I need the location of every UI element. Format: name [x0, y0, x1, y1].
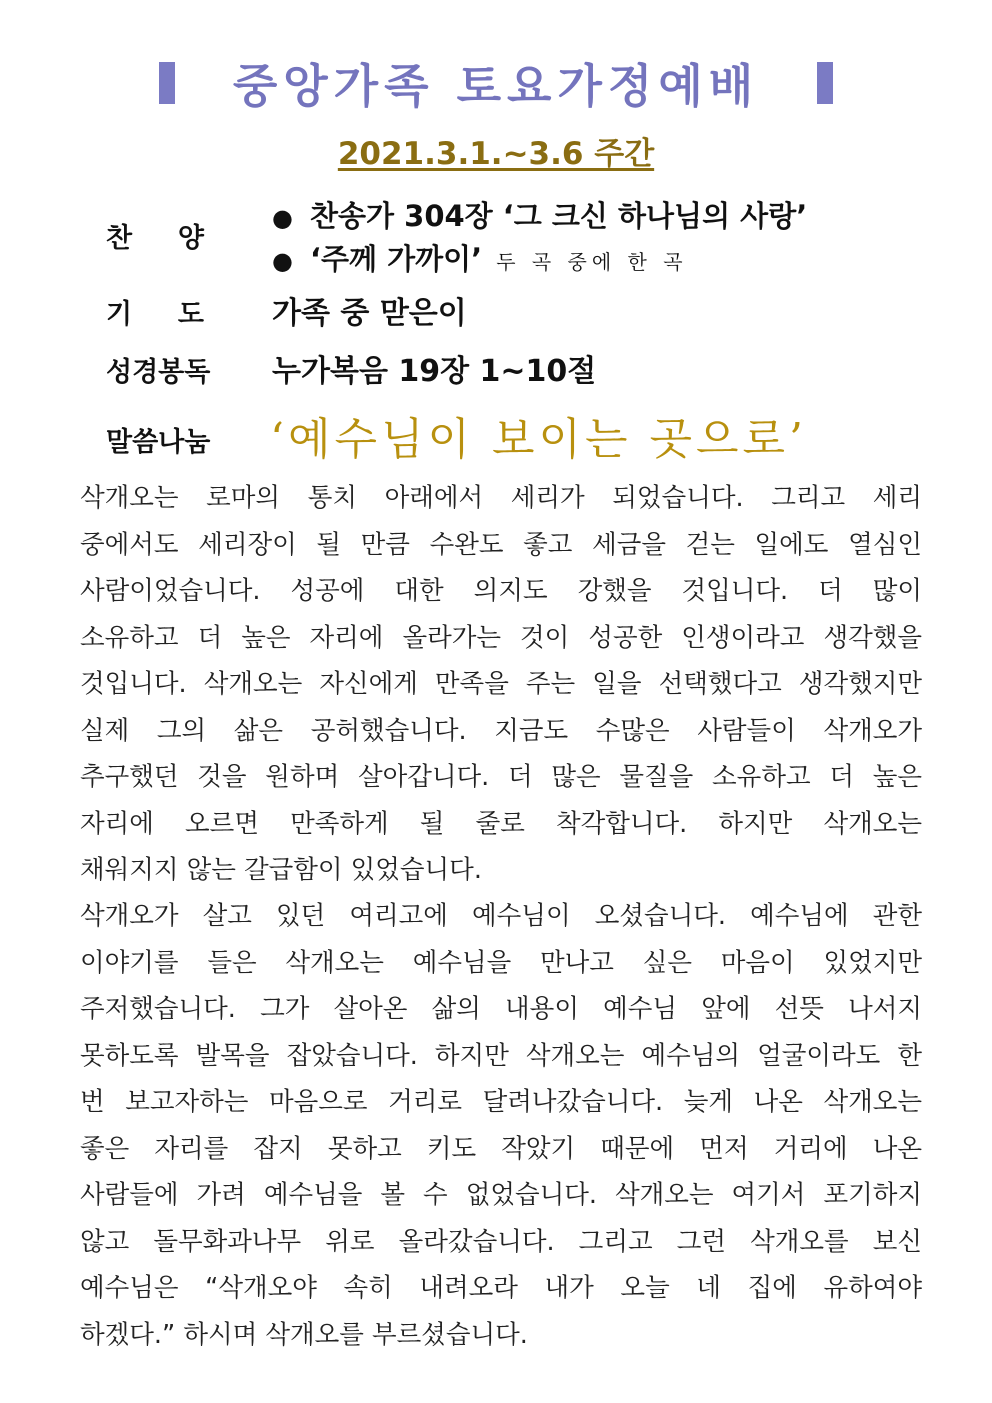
- paragraph-line: 것입니다. 삭개오는 자신에게 만족을 주는 일을 선택했다고 생각했지만: [80, 669, 922, 699]
- paragraph-line: 사람들에 가려 예수님을 볼 수 없었습니다. 삭개오는 여기서 포기하지: [80, 1180, 922, 1210]
- reading-label: 성경봉독: [106, 357, 211, 388]
- praise-song-1-text: 찬송가 304장 ‘그 크신 하나님의 사랑’: [310, 199, 808, 233]
- week-text: 2021.3.1.~3.6 주간: [337, 136, 655, 172]
- paragraph-line: 추구했던 것을 원하며 살아갑니다. 더 많은 물질을 소유하고 더 높은: [80, 762, 922, 792]
- praise-label-char-1: 찬: [106, 223, 133, 254]
- paragraph-line: 채워지지 않는 갈급함이 있었습니다.: [80, 855, 482, 885]
- paragraph-line: 이야기를 들은 삭개오는 예수님을 만나고 싶은 마음이 있었지만: [80, 947, 922, 978]
- paragraph-line: 못하도록 발목을 잡았습니다. 하지만 삭개오는 예수님의 얼굴이라도 한: [80, 1040, 922, 1071]
- paragraph-line: 주저했습니다. 그가 살아온 삶의 내용이 예수님 앞에 선뜻 나서지: [80, 994, 922, 1024]
- paragraph-line: 삭개오는 로마의 통치 아래에서 세리가 되었습니다. 그리고 세리: [80, 483, 922, 513]
- bullet-icon: ●: [272, 247, 293, 275]
- week-subtitle: [0, 128, 992, 173]
- prayer-label: [106, 292, 204, 331]
- praise-song-note: 두 곡 중에 한 곡: [496, 250, 688, 274]
- title-bar-left: [159, 62, 175, 104]
- paragraph-line: 삭개오가 살고 있던 여리고에 예수님이 오셨습니다. 예수님에 관한: [80, 901, 922, 931]
- praise-label-char-2: 양: [177, 223, 204, 254]
- paragraph-line: 실제 그의 삶은 공허했습니다. 지금도 수많은 사람들이 삭개오가: [80, 715, 922, 746]
- praise-label: [106, 216, 204, 255]
- paragraph-line: 예수님은 “삭개오야 속히 내려오라 내가 오늘 네 집에 유하여야: [80, 1273, 922, 1303]
- sermon-title: ‘예수님이 보이는 곳으로’: [270, 414, 807, 465]
- prayer-value: 가족 중 맏은이: [272, 296, 467, 331]
- paragraph-line: 하겠다.” 하시며 삭개오를 부르셨습니다.: [80, 1319, 528, 1350]
- praise-song-1: [272, 194, 807, 235]
- page-title-row: [0, 48, 992, 118]
- reading-value: 누가복음 19장 1~10절: [272, 354, 597, 389]
- paragraph-line: 소유하고 더 높은 자리에 올라가는 것이 성공한 인생이라고 생각했을: [80, 622, 922, 653]
- paragraph-line: 않고 돌무화과나무 위로 올라갔습니다. 그리고 그런 삭개오를 보신: [80, 1226, 922, 1257]
- praise-song-2: [272, 237, 688, 278]
- sermon-label: 말씀나눔: [106, 427, 211, 458]
- title-bar-right: [817, 62, 833, 104]
- paragraph-1: [80, 475, 922, 894]
- praise-song-2-text: ‘주께 가까이’: [310, 242, 483, 276]
- paragraph-line: 중에서도 세리장이 될 만큼 수완도 좋고 세금을 걷는 일에도 열심인: [80, 529, 922, 560]
- paragraph-line: 좋은 자리를 잡지 못하고 키도 작았기 때문에 먼저 거리에 나온: [80, 1133, 922, 1164]
- bullet-icon: ●: [272, 204, 293, 232]
- paragraph-line: 사람이었습니다. 성공에 대한 의지도 강했을 것입니다. 더 많이: [80, 576, 922, 606]
- prayer-label-char-1: 기: [106, 299, 133, 330]
- paragraph-line: 번 보고자하는 마음으로 거리로 달려나갔습니다. 늦게 나온 삭개오는: [80, 1087, 922, 1117]
- paragraph-2: [80, 893, 922, 1358]
- prayer-label-char-2: 도: [177, 299, 204, 330]
- paragraph-line: 자리에 오르면 만족하게 될 줄로 착각합니다. 하지만 삭개오는: [80, 808, 922, 839]
- page-title: 중앙가족 토요가정예배: [232, 59, 760, 113]
